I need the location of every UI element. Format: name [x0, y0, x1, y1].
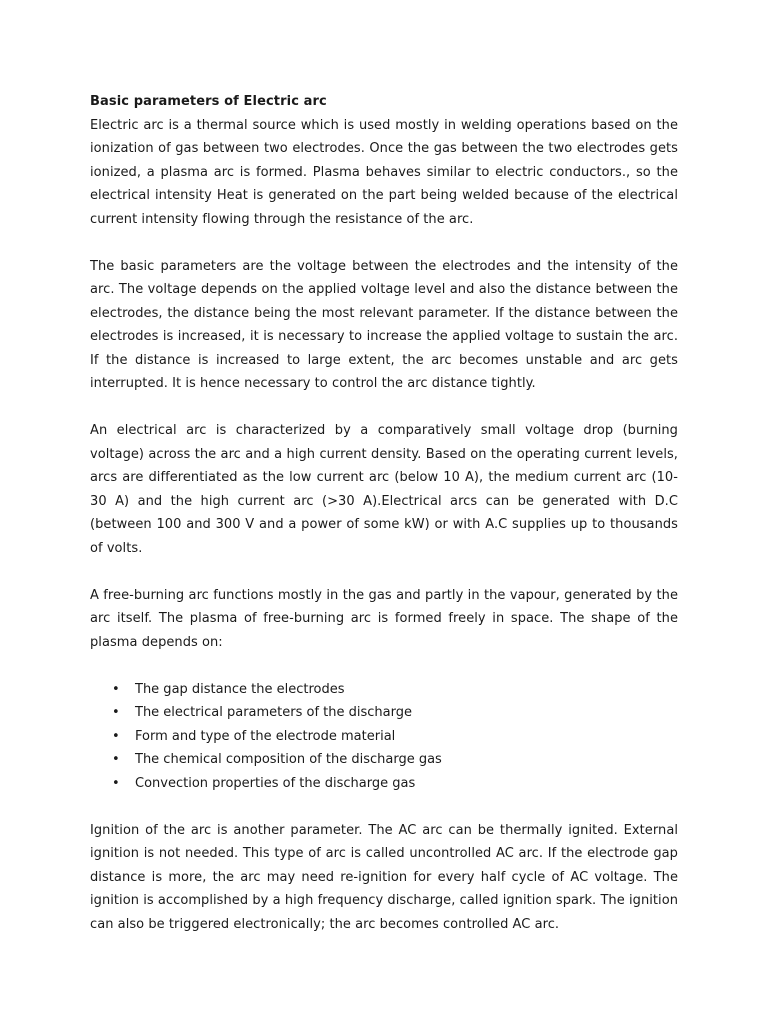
list-item [90, 725, 678, 749]
paragraph-basic-parameters: The basic parameters are the voltage between the electrodes and the intensity of the arc. The voltage depends on the applied voltage level and also the distance between the electrodes, the distance being the most relevant parameter. If the distance between the electrodes is increased, it is necessary to increase the applied voltage to sustain the arc. If the distance is increased to large extent, the arc becomes unstable and arc gets interrupted. It is hence necessary to control the arc distance tightly. [90, 258, 678, 391]
bullet-icon: • [112, 681, 120, 697]
list-item-text: Form and type of the electrode material [135, 728, 396, 744]
bullet-icon: • [112, 705, 120, 720]
list-item-text: The electrical parameters of the discharge [135, 705, 412, 720]
paragraph-arc-characteristics: An electrical arc is characterized by a comparatively small voltage drop (burning voltage) across the arc and a high current density. Based on the operating current levels, arcs are differentiated as the low current arc (below 10 A), the medium current arc (10-30 A) and the high current arc (>30 A).Electrical arcs can be generated with D.C (between 100 and 300 V and a power of some kW) or with A.C supplies up to thousands of volts. [90, 423, 678, 556]
plasma-shape-factors-list [90, 678, 678, 796]
list-item [90, 748, 678, 772]
paragraph-free-burning-arc: A free-burning arc functions mostly in the gas and partly in the vapour, generated by the arc itself. The plasma of free-burning arc is formed freely in space. The shape of the plasma depends on: [90, 587, 678, 650]
list-item [90, 701, 678, 725]
bullet-icon: • [112, 752, 120, 767]
bullet-icon: • [112, 728, 120, 744]
list-item [90, 772, 678, 796]
list-item-text: The chemical composition of the discharge gas [135, 752, 442, 767]
paragraph-spacer [90, 654, 678, 678]
paragraph-spacer [90, 795, 678, 819]
paragraph-intro: Electric arc is a thermal source which is used mostly in welding operations based on the ionization of gas between two electrodes. Once the gas between the two electrodes gets ionized, a plasma arc is formed. Plasma behaves similar to electric conductors., so the electrical intensity Heat is generated on the part being welded because of the electrical current intensity flowing through the resistance of the arc. [90, 117, 678, 227]
list-item [90, 678, 678, 702]
bullet-icon: • [112, 775, 120, 791]
paragraph-spacer [90, 231, 678, 255]
list-item-text: The gap distance the electrodes [135, 681, 345, 697]
paragraph-spacer [90, 560, 678, 584]
document-page [90, 90, 678, 936]
document-title: Basic parameters of Electric arc [90, 94, 327, 109]
list-item-text: Convection properties of the discharge gas [135, 775, 416, 791]
paragraph-ignition: Ignition of the arc is another parameter. The AC arc can be thermally ignited. External ignition is not needed. This type of arc is called uncontrolled AC arc. If the electrode gap distance is more, the arc may need re-ignition for every half cycle of AC voltage. The ignition is accomplished by a high frequency discharge, called ignition spark. The ignition can also be triggered electronically; the arc becomes controlled AC arc. [90, 822, 678, 932]
paragraph-spacer [90, 396, 678, 420]
